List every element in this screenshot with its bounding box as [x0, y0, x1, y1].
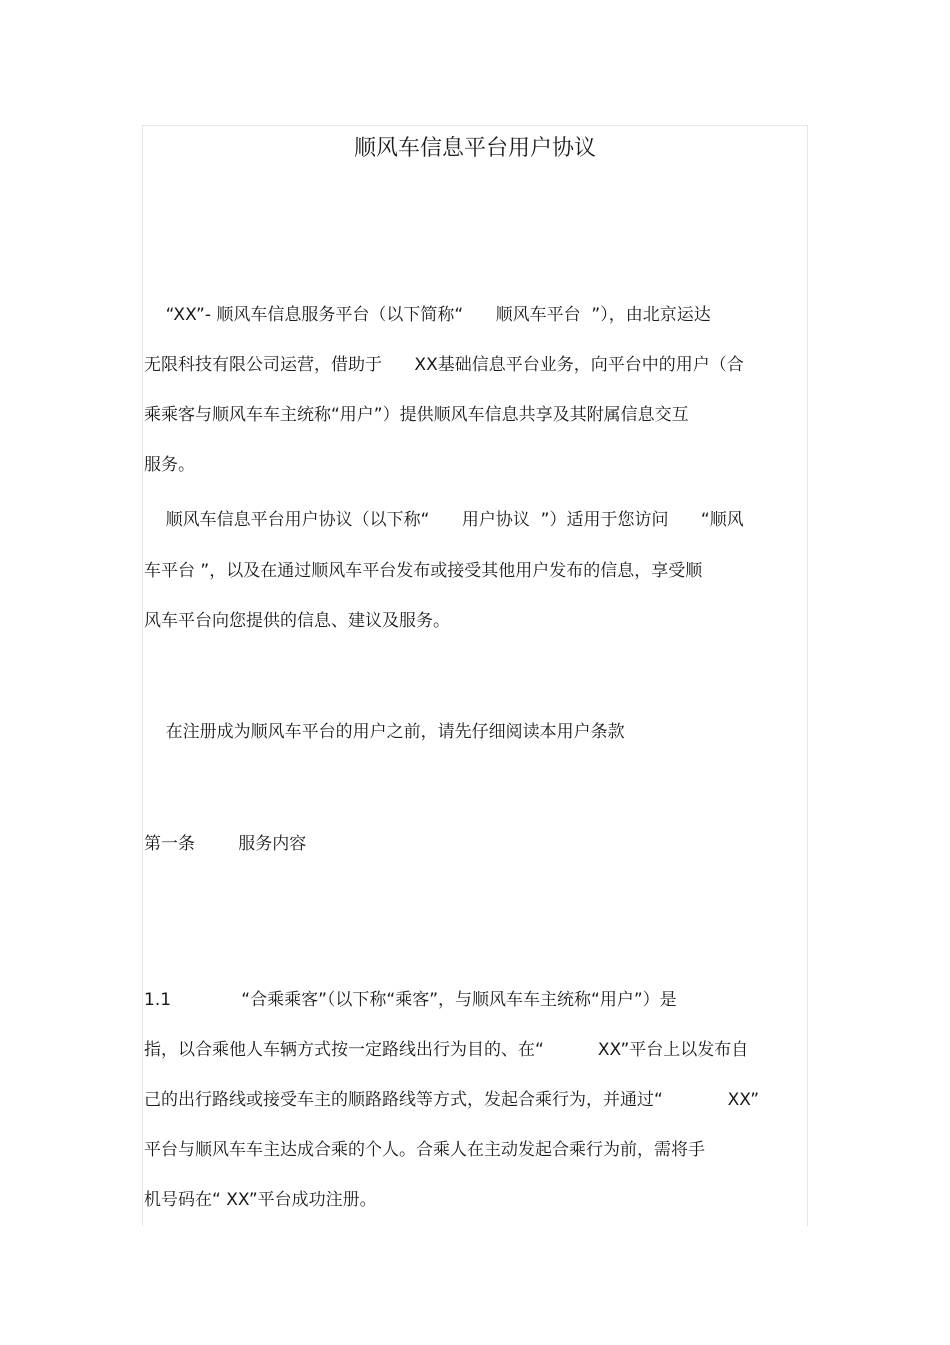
document-title: 顺风车信息平台用户协议 — [353, 136, 596, 161]
paragraph1-line-1: “XX”- 顺风车信息服务平台（以下简称“ 顺风车平台 ”），由北京运达 — [144, 305, 711, 325]
paragraph1-line-4: 服务。 — [144, 455, 195, 475]
paragraph1-line-3: 乘乘客与顺风车车主统称“用户”）提供顺风车信息共享及其附属信息交互 — [144, 405, 689, 425]
section1-heading: 第一条 服务内容 — [144, 834, 307, 854]
paragraph2-line-2: 车平台 ”，以及在通过顺风车平台发布或接受其他用户发布的信息，享受顺 — [144, 561, 703, 581]
clause-1-1-line-3: 己的出行路线或接受车主的顺路路线等方式，发起合乘行为，并通过“ XX” — [144, 1090, 760, 1110]
paragraph2-line-1: 顺风车信息平台用户协议（以下称“ 用户协议 ”）适用于您访问 “顺风 — [144, 510, 744, 530]
paragraph1-line-2: 无限科技有限公司运营，借助于 XX基础信息平台业务，向平台中的用户（合 — [144, 355, 744, 375]
clause-1-1-line-2: 指，以合乘他人车辆方式按一定路线出行为目的、在“ XX”平台上以发布自 — [144, 1040, 749, 1060]
notice-line: 在注册成为顺风车平台的用户之前，请先仔细阅读本用户条款 — [144, 722, 625, 742]
clause-1-1-line-1: 1.1 “合乘乘客”（以下称“乘客”，与顺风车车主统称“用户”）是 — [144, 990, 677, 1010]
clause-1-1-line-5: 机号码在“ XX”平台成功注册。 — [144, 1190, 377, 1210]
paragraph2-line-3: 风车平台向您提供的信息、建议及服务。 — [144, 611, 450, 631]
clause-1-1-line-4: 平台与顺风车车主达成合乘的个人。合乘人在主动发起合乘行为前，需将手 — [144, 1140, 705, 1160]
